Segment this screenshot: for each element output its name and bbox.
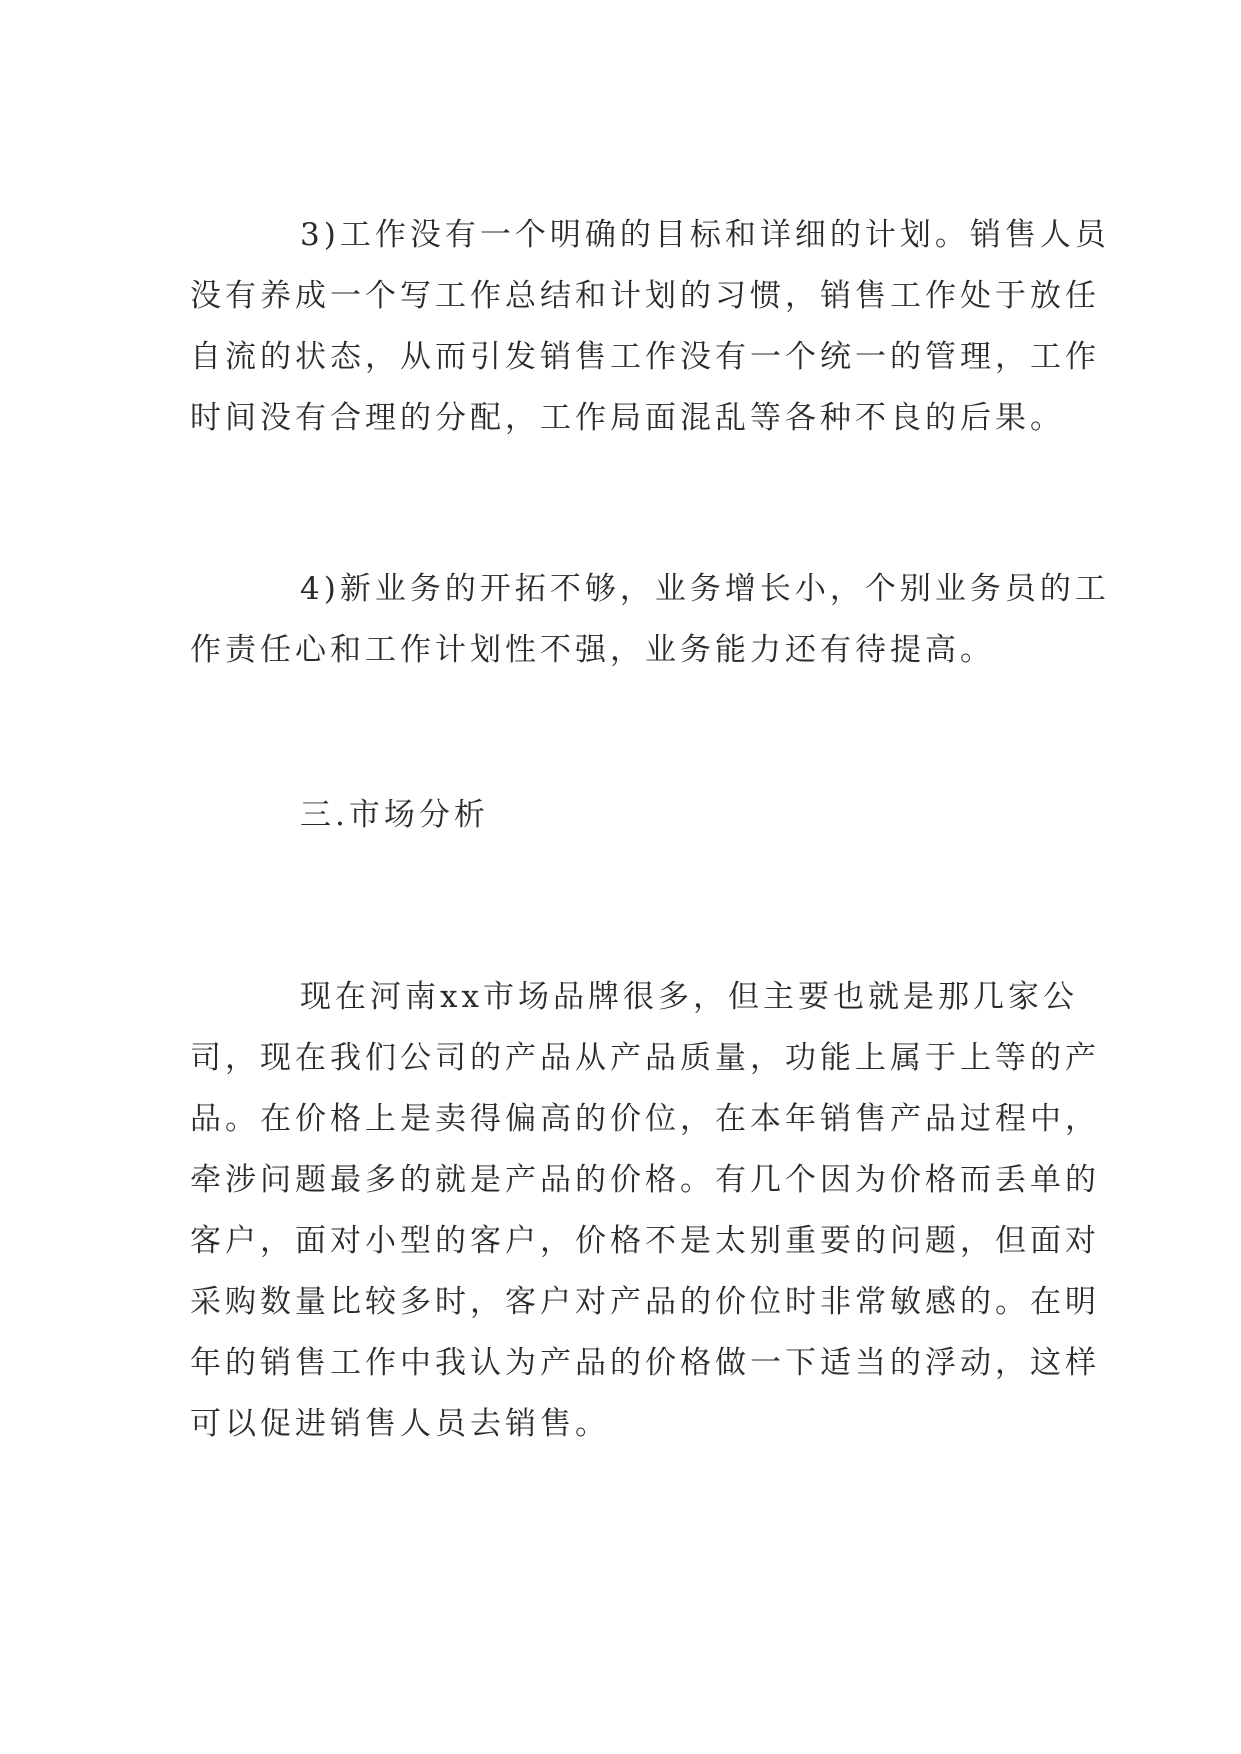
paragraph-line: 自流的状态，从而引发销售工作没有一个统一的管理，工作 <box>190 339 1100 375</box>
paragraph-line: 司，现在我们公司的产品从产品质量，功能上属于上等的产 <box>190 1040 1100 1076</box>
paragraph-line: 没有养成一个写工作总结和计划的习惯，销售工作处于放任 <box>190 278 1100 314</box>
paragraph-new-business-issue <box>190 559 1110 681</box>
paragraph-market-analysis <box>190 967 1100 1455</box>
paragraph-line: 作责任心和工作计划性不强，业务能力还有待提高。 <box>190 632 995 668</box>
paragraph-line: 时间没有合理的分配，工作局面混乱等各种不良的后果。 <box>190 400 1065 436</box>
paragraph-line: 年的销售工作中我认为产品的价格做一下适当的浮动，这样 <box>190 1345 1100 1381</box>
section-heading-text: 三.市场分析 <box>300 797 489 833</box>
paragraph-line: 客户，面对小型的客户，价格不是太别重要的问题，但面对 <box>190 1223 1100 1259</box>
paragraph-line: 采购数量比较多时，客户对产品的价位时非常敏感的。在明 <box>190 1284 1100 1320</box>
paragraph-line: 现在河南xx市场品牌很多，但主要也就是那几家公 <box>300 979 1078 1015</box>
paragraph-line: 牵涉问题最多的就是产品的价格。有几个因为价格而丢单的 <box>190 1162 1100 1198</box>
section-heading-market-analysis <box>190 785 1060 846</box>
paragraph-line: 4)新业务的开拓不够，业务增长小，个别业务员的工 <box>300 571 1110 607</box>
paragraph-work-plan-issue <box>190 205 1110 449</box>
paragraph-line: 可以促进销售人员去销售。 <box>190 1406 610 1442</box>
paragraph-line: 3)工作没有一个明确的目标和详细的计划。销售人员 <box>300 217 1110 253</box>
paragraph-line: 品。在价格上是卖得偏高的价位，在本年销售产品过程中， <box>190 1101 1100 1137</box>
